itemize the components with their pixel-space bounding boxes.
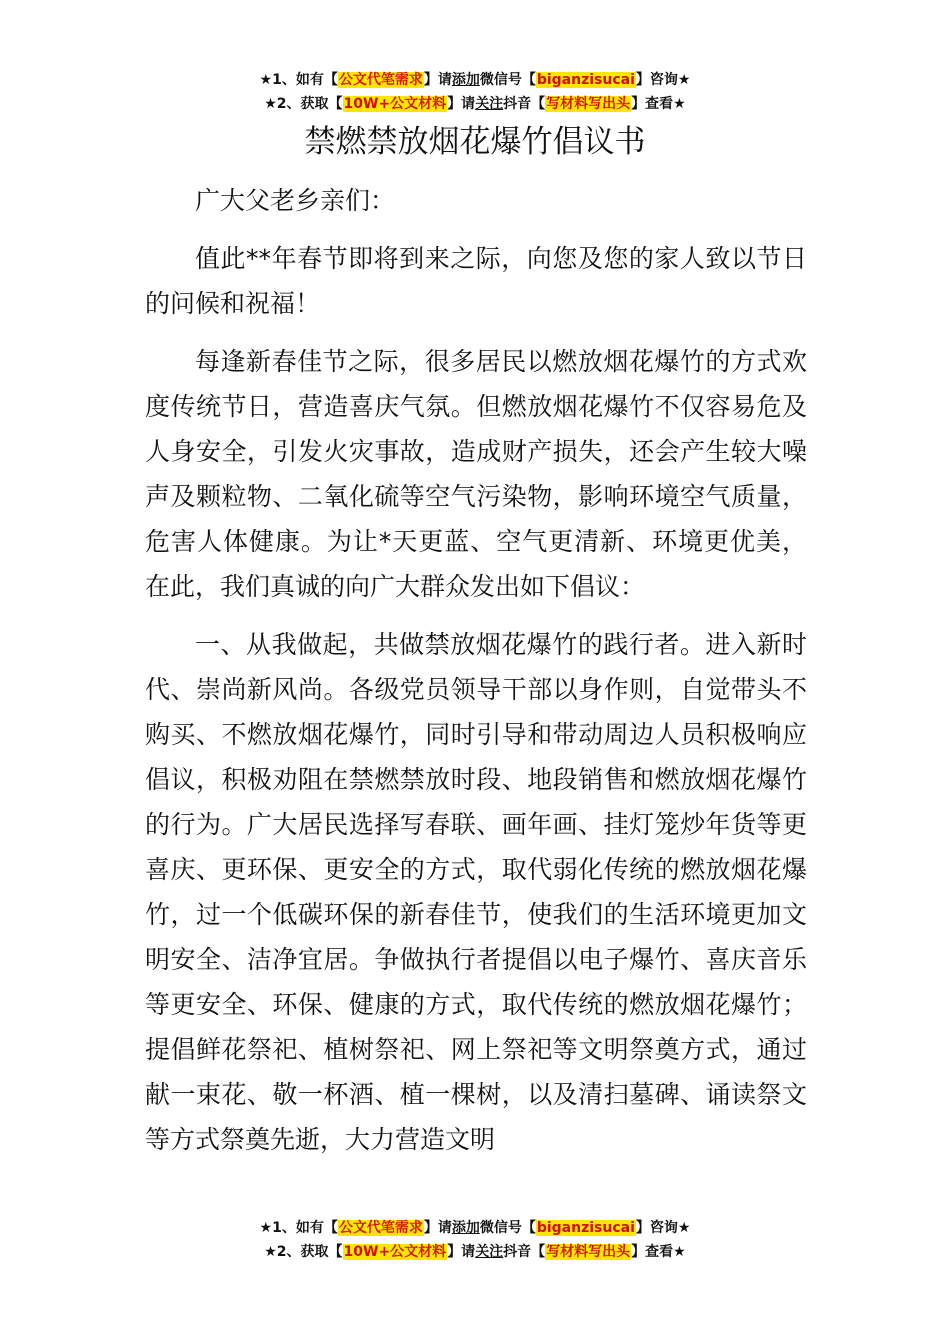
promo-text: 抖音【 xyxy=(503,1244,546,1260)
promo-text: 】请 xyxy=(447,96,476,112)
promo-highlight: 写材料写出头 xyxy=(546,1244,631,1260)
promo-text: 】请 xyxy=(423,72,452,88)
promo-line-1 xyxy=(0,1216,950,1240)
promo-text: ★1、如有【 xyxy=(259,1220,338,1236)
promo-line-2 xyxy=(0,1240,950,1264)
promo-banner-top xyxy=(0,68,950,116)
promo-text: ★2、获取【 xyxy=(264,96,343,112)
promo-line-2 xyxy=(0,92,950,116)
promo-text: 】查看★ xyxy=(631,96,686,112)
promo-text: 抖音【 xyxy=(503,96,546,112)
promo-highlight: 公文代笔需求 xyxy=(338,72,423,88)
promo-text: 】咨询★ xyxy=(635,72,691,88)
promo-text: ★1、如有【 xyxy=(259,72,338,88)
paragraph: 一、从我做起，共做禁放烟花爆竹的践行者。进入新时代、崇尚新风尚。各级党员领导干部以身作则，自觉带头不购买、不燃放烟花爆竹，同时引导和带动周边人员积极响应倡议，积极劝阻在禁燃禁放时段、地段销售和燃放烟花爆竹的行为。广大居民选择写春联、画年画、挂灯笼炒年货等更喜庆、更环保、更安全的方式，取代弱化传统的燃放烟花爆竹，过一个低碳环保的新春佳节，使我们的生活环境更加文明安全、洁净宜居。争做执行者提倡以电子爆竹、喜庆音乐等更安全、环保、健康的方式，取代传统的燃放烟花爆竹；提倡鲜花祭祀、植树祭祀、网上祭祀等文明祭奠方式，通过献一束花、敬一杯酒、植一棵树，以及清扫墓碑、诵读祭文等方式祭奠先逝，大力营造文明 xyxy=(145,630,807,1154)
promo-text: 微信号【 xyxy=(479,72,536,88)
document-title: 禁燃禁放烟花爆竹倡议书 xyxy=(304,124,646,160)
promo-banner-bottom xyxy=(0,1216,950,1264)
promo-underlined: 添加 xyxy=(451,1220,480,1236)
promo-text: 】请 xyxy=(423,1220,452,1236)
promo-text: ★2、获取【 xyxy=(264,1244,343,1260)
promo-text: 微信号【 xyxy=(479,1220,536,1236)
promo-line-1 xyxy=(0,68,950,92)
promo-text: 】请 xyxy=(447,1244,476,1260)
promo-highlight: biganzisucai xyxy=(536,72,635,88)
document-body xyxy=(145,178,807,1175)
promo-highlight: 10W+公文材料 xyxy=(343,96,447,112)
promo-underlined: 关注 xyxy=(475,96,504,112)
promo-text: 】查看★ xyxy=(631,1244,686,1260)
promo-underlined: 关注 xyxy=(475,1244,504,1260)
promo-highlight: 公文代笔需求 xyxy=(338,1220,423,1236)
promo-text: 】咨询★ xyxy=(635,1220,691,1236)
paragraph: 每逢新春佳节之际，很多居民以燃放烟花爆竹的方式欢度传统节日，营造喜庆气氛。但燃放烟花爆竹不仅容易危及人身安全，引发火灾事故，造成财产损失，还会产生较大噪声及颗粒物、二氧化硫等空气污染物，影响环境空气质量，危害人体健康。为让*天更蓝、空气更清新、环境更优美，在此，我们真诚的向广大群众发出如下倡议： xyxy=(145,347,807,601)
greeting: 广大父老乡亲们： xyxy=(195,186,396,215)
promo-highlight: biganzisucai xyxy=(536,1220,635,1236)
promo-highlight: 写材料写出头 xyxy=(546,96,631,112)
promo-underlined: 添加 xyxy=(451,72,480,88)
promo-highlight: 10W+公文材料 xyxy=(343,1244,447,1260)
paragraph: 值此**年春节即将到来之际，向您及您的家人致以节日的问候和祝福！ xyxy=(145,244,807,318)
